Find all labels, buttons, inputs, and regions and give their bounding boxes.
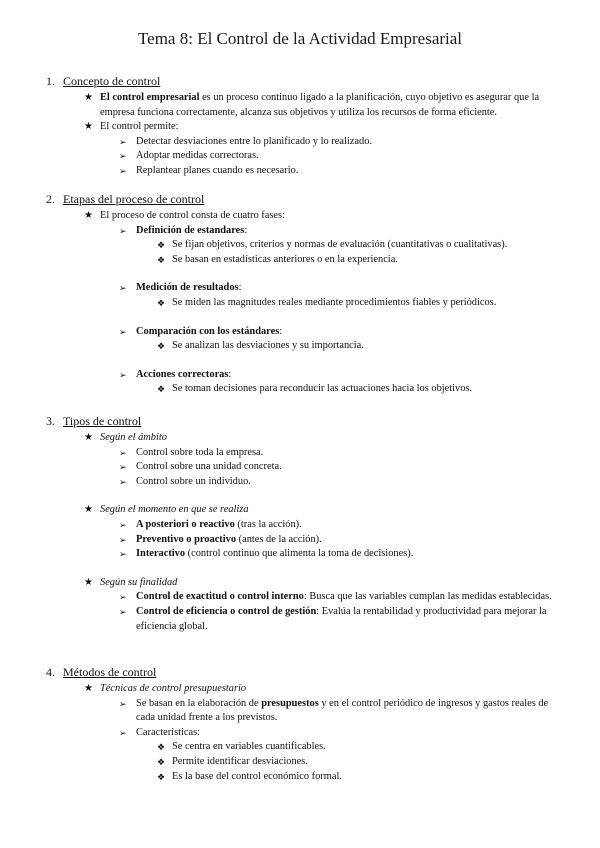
document-title: Tema 8: El Control de la Actividad Empresarial <box>137 29 463 48</box>
bullet-item: ★ El control permite: <box>46 120 566 135</box>
sub-item: ➢ Control sobre una unidad concreta. <box>46 460 566 475</box>
section-title: Etapas del proceso de control <box>63 192 205 206</box>
bullet-item: ★ Según su finalidad <box>46 576 566 591</box>
arrow-bullet-icon: ➢ <box>119 369 127 380</box>
diamond-bullet-icon: ❖ <box>157 254 166 265</box>
arrow-bullet-icon: ➢ <box>119 165 127 176</box>
sub-item: ➢ A posteriori o reactivo (tras la acción). <box>46 518 566 533</box>
diamond-bullet-icon: ❖ <box>157 297 166 308</box>
arrow-bullet-icon: ➢ <box>119 519 127 530</box>
diamond-bullet-icon: ❖ <box>157 341 166 352</box>
sub-item: ➢ Control sobre toda la empresa. <box>46 446 566 461</box>
arrow-bullet-icon: ➢ <box>119 534 127 545</box>
star-bullet-icon: ★ <box>84 121 93 133</box>
bullet-item: ★ Técnicas de control presupuestario <box>46 682 566 697</box>
section-number: 4. <box>46 665 55 679</box>
star-bullet-icon: ★ <box>84 210 93 221</box>
arrow-bullet-icon: ➢ <box>119 592 127 603</box>
arrow-bullet-icon: ➢ <box>119 727 127 738</box>
diamond-bullet-icon: ❖ <box>157 384 166 395</box>
section-heading <box>46 191 566 207</box>
arrow-bullet-icon: ➢ <box>119 462 127 473</box>
star-bullet-icon: ★ <box>84 683 93 694</box>
diamond-bullet-icon: ❖ <box>157 742 166 753</box>
section-title: Concepto de control <box>63 74 161 88</box>
arrow-bullet-icon: ➢ <box>119 447 127 458</box>
sub-item: ➢ Replantear planes cuando es necesario. <box>46 164 566 179</box>
diamond-bullet-icon: ❖ <box>157 756 166 767</box>
sub-item: ➢ Detectar desviaciones entre lo planificado y lo realizado. <box>46 135 566 150</box>
section-title: Tipos de control <box>63 414 142 428</box>
arrow-bullet-icon: ➢ <box>119 136 127 147</box>
stage-item: ➢ Medición de resultados: <box>46 281 566 296</box>
arrow-bullet-icon: ➢ <box>119 326 127 337</box>
sub-item: ➢ Control de eficiencia o control de gestión: Evalúa la rentabilidad y productividad para mejorar la eficiencia global. <box>119 605 547 632</box>
section-concepto <box>46 73 566 179</box>
stage-item: ➢ Comparación con los estándares: <box>46 325 566 340</box>
section-title: Métodos de control <box>63 665 157 679</box>
section-number: 1. <box>46 74 55 88</box>
detail-item: ❖ Se analizan las desviaciones y su importancia. <box>46 339 566 354</box>
bullet-item: ★ Según el momento en que se realiza <box>46 503 566 518</box>
detail-item: ❖ Se fijan objetivos, criterios y normas de evaluación (cuantitativas o cualitativas). <box>46 238 566 253</box>
section-heading <box>46 664 566 680</box>
detail-item: ❖ Permite identificar desviaciones. <box>46 755 566 770</box>
sub-item: ➢ Se basan en la elaboración de presupuestos y en el control periódico de ingresos y gastos reales de cada unidad frente a los previstos. <box>119 697 549 724</box>
diamond-bullet-icon: ❖ <box>157 240 166 251</box>
diamond-bullet-icon: ❖ <box>157 771 166 782</box>
arrow-bullet-icon: ➢ <box>119 549 127 560</box>
star-bullet-icon: ★ <box>84 432 93 443</box>
star-bullet-icon: ★ <box>84 504 93 516</box>
sub-item: ➢ Preventivo o proactivo (antes de la acción). <box>46 533 566 548</box>
bullet-item: ★ El control empresarial es un proceso continuo ligado a la planificación, cuyo objetivo es asegurar que la empresa funciona correctamente, alcanza sus objetivos y utiliza los recursos de forma eficiente. <box>84 92 540 118</box>
sub-item: ➢ Interactivo (control continuo que alimenta la toma de decisiones). <box>46 547 566 562</box>
section-etapas <box>46 191 566 397</box>
detail-item: ❖ Se miden las magnitudes reales mediante procedimientos fiables y periódicos. <box>46 296 566 311</box>
detail-item: ❖ Es la base del control económico formal. <box>46 770 566 785</box>
arrow-bullet-icon: ➢ <box>119 225 127 236</box>
detail-item: ❖ Se basan en estadísticas anteriores o en la experiencia. <box>46 253 566 268</box>
section-heading <box>46 413 566 429</box>
detail-item: ❖ Se toman decisiones para reconducir las actuaciones hacia los objetivos. <box>46 382 566 397</box>
stage-item: ➢ Acciones correctoras: <box>46 368 566 383</box>
bullet-item: ★ Según el ámbito <box>46 431 566 446</box>
star-bullet-icon: ★ <box>84 576 93 588</box>
stage-item: ➢ Definición de estandares: <box>46 224 566 239</box>
arrow-bullet-icon: ➢ <box>119 283 127 294</box>
sub-item: ➢ Control de exactitud o control interno: Busca que las variables cumplan las medidas establecidas. <box>46 590 566 605</box>
sub-item: ➢ Características: <box>46 726 566 741</box>
section-metodos <box>46 664 566 784</box>
section-heading <box>46 73 566 89</box>
arrow-bullet-icon: ➢ <box>119 151 127 162</box>
arrow-bullet-icon: ➢ <box>119 698 127 709</box>
section-number: 3. <box>46 414 55 428</box>
detail-item: ❖ Se centra en variables cuantificables. <box>46 740 566 755</box>
sub-item: ➢ Adoptar medidas correctoras. <box>46 149 566 164</box>
star-bullet-icon: ★ <box>84 92 93 103</box>
section-tipos <box>46 413 566 634</box>
bullet-item: ★ El proceso de control consta de cuatro fases: <box>46 209 566 224</box>
section-number: 2. <box>46 192 55 206</box>
sub-item: ➢ Control sobre un individuo. <box>46 475 566 490</box>
arrow-bullet-icon: ➢ <box>119 476 127 487</box>
arrow-bullet-icon: ➢ <box>119 606 127 617</box>
